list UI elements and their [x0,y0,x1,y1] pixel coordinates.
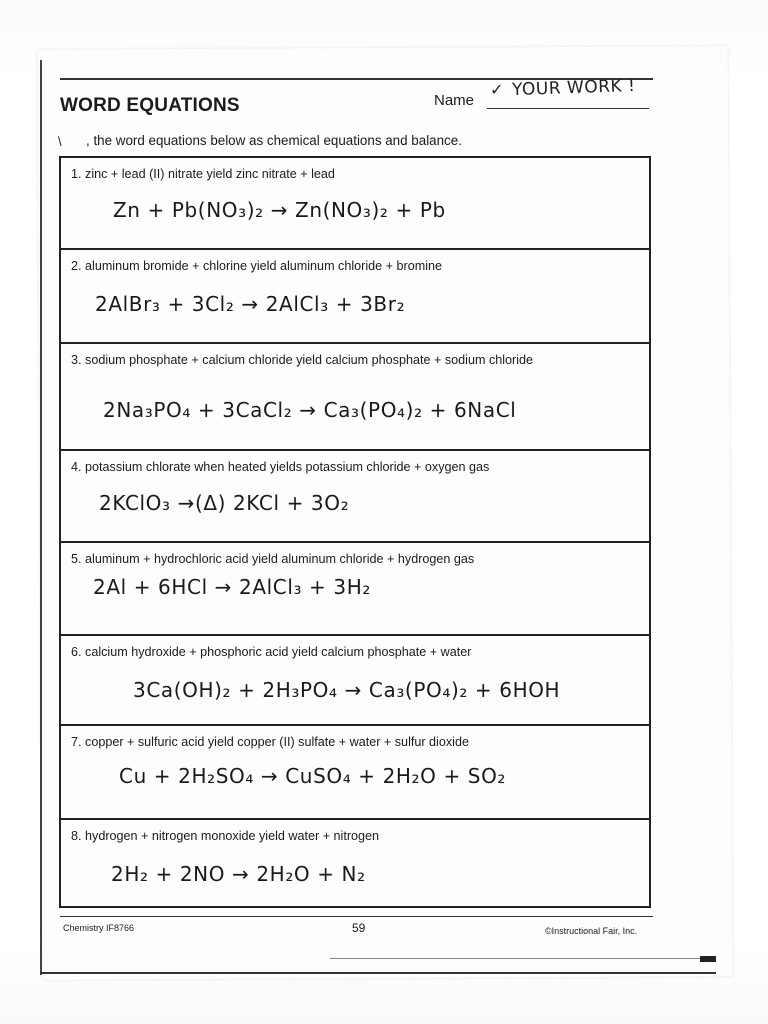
problem-answer: Zn + Pb(NO₃)₂ → Zn(NO₃)₂ + Pb [113,198,446,222]
problem-text: potassium chlorate when heated yields potassium chloride + oxygen gas [85,460,490,474]
problem-5 [61,543,649,636]
problem-number: 8. [71,829,82,843]
problem-7 [61,726,649,820]
problem-number: 5. [71,552,82,566]
problem-number: 6. [71,645,82,659]
problem-number: 1. [71,167,82,181]
problem-number: 7. [71,735,82,749]
instruction-mark: \ [58,134,62,149]
problems-table [59,156,651,908]
problem-2 [61,250,649,344]
page-edge-left [40,60,42,975]
problem-text: sodium phosphate + calcium chloride yield calcium phosphate + sodium chloride [85,353,534,367]
problem-prompt [71,734,631,750]
problem-8 [61,820,649,906]
problem-1 [61,158,649,250]
footer-rule [60,916,653,917]
problem-text: aluminum bromide + chlorine yield aluminum chloride + bromine [85,259,443,273]
problem-text: aluminum + hydrochloric acid yield aluminum chloride + hydrogen gas [85,552,475,566]
problem-6 [61,636,649,726]
problem-answer: 2Na₃PO₄ + 3CaCl₂ → Ca₃(PO₄)₂ + 6NaCl [103,398,517,422]
problem-answer: Cu + 2H₂SO₄ → CuSO₄ + 2H₂O + SO₂ [119,764,507,788]
page-edge-bottom [40,972,716,974]
checkmark-icon: ✓ [490,80,504,99]
problem-answer: 2KClO₃ →(Δ) 2KCl + 3O₂ [99,491,350,515]
page-title: WORD EQUATIONS [60,95,240,116]
page-number: 59 [352,921,366,935]
problem-text: hydrogen + nitrogen monoxide yield water + nitrogen [85,829,380,843]
name-underline [487,108,649,109]
problem-prompt [71,551,631,567]
problem-prompt [71,258,631,274]
name-handwritten-value: YOUR WORK ! [511,75,636,101]
problem-prompt [71,644,631,660]
problem-prompt [71,459,631,475]
footer-book-code: Chemistry IF8766 [63,923,135,933]
footer-publisher: ©Instructional Fair, Inc. [545,926,638,936]
problem-prompt [71,166,631,182]
problem-answer: 2Al + 6HCl → 2AlCl₃ + 3H₂ [93,575,371,599]
name-label: Name [434,92,475,109]
problem-answer: 2H₂ + 2NO → 2H₂O + N₂ [111,862,366,886]
problem-3 [61,344,649,451]
problem-prompt [71,828,631,844]
problem-text: zinc + lead (II) nitrate yield zinc nitrate + lead [85,167,335,181]
problem-4 [61,451,649,543]
problem-answer: 3Ca(OH)₂ + 2H₃PO₄ → Ca₃(PO₄)₂ + 6HOH [133,678,561,702]
problem-prompt [71,352,541,368]
page-corner-mark [700,956,716,962]
problem-text: copper + sulfuric acid yield copper (II) sulfate + water + sulfur dioxide [85,735,469,749]
instructions-text: , the word equations below as chemical equations and balance. [86,133,462,148]
problem-number: 2. [71,259,82,273]
footer-bottom-line [330,958,700,959]
problem-answer: 2AlBr₃ + 3Cl₂ → 2AlCl₃ + 3Br₂ [95,292,406,316]
problem-number: 4. [71,460,82,474]
problem-number: 3. [71,353,82,367]
problem-text: calcium hydroxide + phosphoric acid yield calcium phosphate + water [85,645,472,659]
